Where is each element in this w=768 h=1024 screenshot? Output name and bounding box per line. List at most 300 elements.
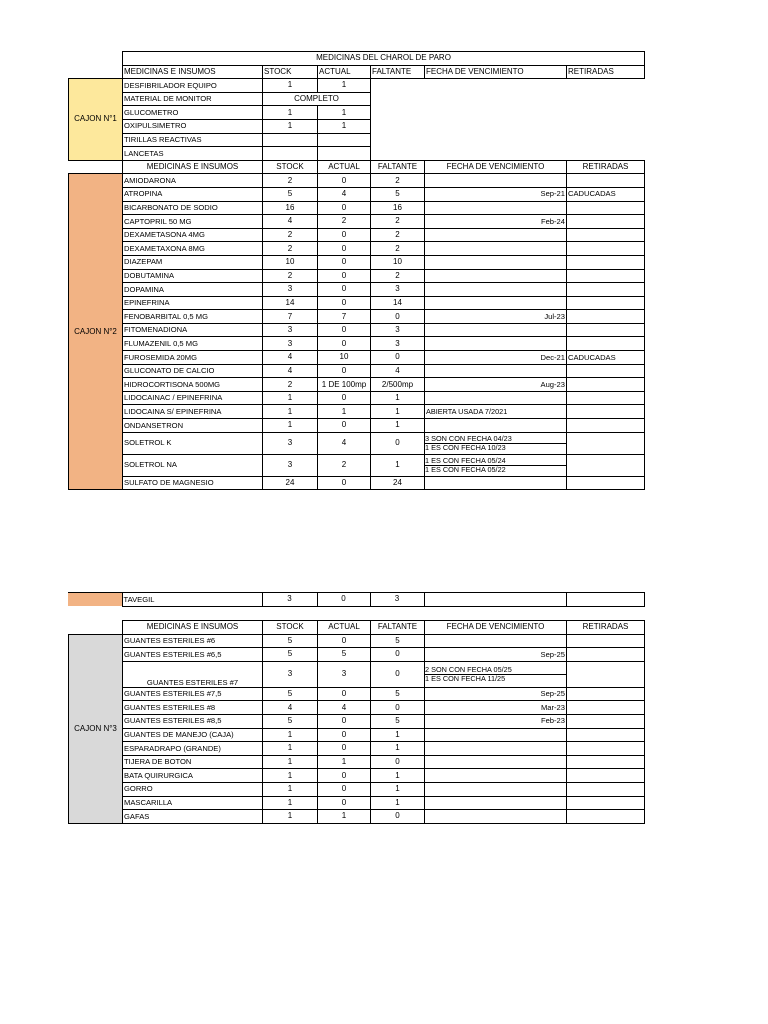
- item-actual: 0: [318, 337, 371, 351]
- item-actual: 4: [318, 187, 371, 201]
- item-expiry: Sep-25: [425, 687, 567, 701]
- item-name: SOLETROL K: [123, 432, 263, 454]
- item-actual: 0: [318, 296, 371, 310]
- item-expiry: [425, 755, 567, 769]
- item-stock: 1: [263, 728, 318, 742]
- inventory-table-drawer-3: [68, 620, 645, 824]
- item-actual: 0: [318, 201, 371, 215]
- item-actual: 0: [318, 634, 371, 648]
- table-row: [69, 782, 645, 796]
- item-stock: 5: [263, 714, 318, 728]
- item-expiry: Aug-23: [425, 378, 567, 392]
- item-name: FENOBARBITAL 0,5 MG: [123, 310, 263, 324]
- item-actual: [318, 133, 371, 147]
- item-faltante: 10: [371, 255, 425, 269]
- table-row: [69, 378, 645, 392]
- item-expiry: Dec-21: [425, 351, 567, 365]
- item-stock: 7: [263, 310, 318, 324]
- item-status: COMPLETO: [263, 92, 371, 106]
- item-name: ATROPINA: [123, 187, 263, 201]
- item-stock: 1: [263, 782, 318, 796]
- item-stock: 4: [263, 215, 318, 229]
- inventory-table-tavegil: [68, 592, 645, 607]
- item-actual: 0: [318, 714, 371, 728]
- item-name: GUANTES ESTERILES #7: [123, 661, 263, 687]
- item-retiradas: [567, 769, 645, 783]
- item-retiradas: [567, 476, 645, 490]
- item-retiradas: [567, 337, 645, 351]
- item-faltante: 4: [371, 364, 425, 378]
- item-actual: [318, 147, 371, 161]
- table-row: [69, 215, 645, 229]
- item-faltante: 0: [371, 310, 425, 324]
- table-row: [69, 728, 645, 742]
- item-name: GUANTES ESTERILES #7,5: [123, 687, 263, 701]
- item-retiradas: [567, 687, 645, 701]
- item-stock: 5: [263, 634, 318, 648]
- item-expiry: ABIERTA USADA 7/2021: [425, 405, 567, 419]
- item-faltante: 1: [371, 796, 425, 810]
- item-stock: 1: [263, 769, 318, 783]
- item-name: GUANTES ESTERILES #8,5: [123, 714, 263, 728]
- item-name: SULFATO DE MAGNESIO: [123, 476, 263, 490]
- item-faltante: 3: [371, 283, 425, 297]
- item-expiry: [425, 769, 567, 783]
- item-actual: 0: [318, 687, 371, 701]
- item-stock: 1: [263, 119, 318, 133]
- table-row: [69, 337, 645, 351]
- table-row: [69, 79, 645, 93]
- item-faltante: 0: [371, 432, 425, 454]
- table-row: [69, 283, 645, 297]
- item-actual: 0: [317, 593, 370, 607]
- item-expiry: [425, 364, 567, 378]
- table-row: [69, 769, 645, 783]
- item-name: FUROSEMIDA 20MG: [123, 351, 263, 365]
- item-name: MASCARILLA: [123, 796, 263, 810]
- item-actual: 1: [318, 106, 371, 120]
- item-stock: 16: [263, 201, 318, 215]
- inventory-table-drawers-1-2: [68, 51, 645, 490]
- table-row: [68, 593, 644, 607]
- expiry-note: 1 ES CON FECHA 05/24: [425, 455, 506, 465]
- item-expiry: [425, 728, 567, 742]
- item-stock: 3: [262, 593, 317, 607]
- item-stock: 1: [263, 810, 318, 824]
- item-retiradas: [567, 174, 645, 188]
- item-expiry: [425, 810, 567, 824]
- table-row: [69, 351, 645, 365]
- item-name: ESPARADRAPO (GRANDE): [123, 742, 263, 756]
- item-expiry: Feb-24: [425, 215, 567, 229]
- sheet-title: MEDICINAS DEL CHAROL DE PARO: [123, 52, 645, 66]
- expiry-note: 3 SON CON FECHA 04/23: [425, 433, 512, 443]
- item-expiry: Jul-23: [425, 310, 567, 324]
- table-row: [69, 432, 645, 454]
- item-retiradas: [567, 364, 645, 378]
- table-row: [69, 106, 645, 120]
- item-name: MATERIAL DE MONITOR: [123, 92, 263, 106]
- item-stock: 2: [263, 269, 318, 283]
- item-expiry: [425, 201, 567, 215]
- item-actual: 0: [318, 391, 371, 405]
- item-expiry: [425, 782, 567, 796]
- item-expiry: [425, 255, 567, 269]
- item-faltante: 0: [371, 755, 425, 769]
- item-faltante: 5: [371, 187, 425, 201]
- expiry-note: 1 ES CON FECHA 10/23: [425, 443, 566, 452]
- item-faltante: 16: [371, 201, 425, 215]
- item-retiradas: [567, 269, 645, 283]
- item-stock: 4: [263, 701, 318, 715]
- item-actual: 0: [318, 742, 371, 756]
- item-stock: 5: [263, 687, 318, 701]
- item-name: BICARBONATO DE SODIO: [123, 201, 263, 215]
- item-actual: 1: [318, 79, 371, 93]
- expiry-note: 1 ES CON FECHA 11/25: [425, 674, 566, 683]
- item-retiradas: [567, 782, 645, 796]
- item-retiradas: [567, 810, 645, 824]
- item-name: TAVEGIL: [122, 593, 262, 607]
- item-faltante: 0: [371, 661, 425, 687]
- item-retiradas: [567, 296, 645, 310]
- item-actual: 1: [318, 755, 371, 769]
- drawer-label-cajon-2: CAJON N°2: [69, 174, 123, 490]
- item-stock: 1: [263, 106, 318, 120]
- item-actual: 1: [318, 810, 371, 824]
- item-retiradas: [567, 255, 645, 269]
- table-row: [69, 687, 645, 701]
- item-expiry: [425, 283, 567, 297]
- item-actual: 0: [318, 782, 371, 796]
- header-faltante: FALTANTE: [371, 65, 425, 79]
- table-row: [69, 419, 645, 433]
- header-faltante: FALTANTE: [371, 160, 425, 174]
- header-retiradas: RETIRADAS: [567, 160, 645, 174]
- item-stock: 2: [263, 378, 318, 392]
- item-retiradas: [567, 310, 645, 324]
- item-actual: 0: [318, 364, 371, 378]
- item-expiry: Feb-23: [425, 714, 567, 728]
- item-stock: 2: [263, 228, 318, 242]
- header-fecha-vencimiento: FECHA DE VENCIMIENTO: [425, 160, 567, 174]
- item-retiradas: [567, 432, 645, 454]
- item-retiradas: [567, 283, 645, 297]
- item-retiradas: CADUCADAS: [567, 187, 645, 201]
- item-name: DOPAMINA: [123, 283, 263, 297]
- item-actual: 10: [318, 351, 371, 365]
- table-row: [69, 714, 645, 728]
- item-actual: 0: [318, 269, 371, 283]
- item-expiry: [425, 228, 567, 242]
- item-name: TIJERA DE BOTON: [123, 755, 263, 769]
- item-retiradas: [567, 391, 645, 405]
- table-row: [69, 391, 645, 405]
- item-actual: 0: [318, 323, 371, 337]
- table-row: [69, 242, 645, 256]
- item-retiradas: CADUCADAS: [567, 351, 645, 365]
- item-faltante: 5: [371, 714, 425, 728]
- item-stock: 10: [263, 255, 318, 269]
- header-stock: STOCK: [263, 160, 318, 174]
- item-retiradas: [567, 634, 645, 648]
- item-actual: 0: [318, 419, 371, 433]
- item-retiradas: [567, 201, 645, 215]
- item-faltante: 0: [371, 351, 425, 365]
- drawer-label-cajon-3: CAJON N°3: [69, 634, 123, 823]
- table-row: [69, 405, 645, 419]
- item-actual: 7: [318, 310, 371, 324]
- item-expiry: [425, 337, 567, 351]
- table-row: [69, 133, 645, 147]
- item-actual: 0: [318, 255, 371, 269]
- item-retiradas: [567, 742, 645, 756]
- item-stock: [263, 133, 318, 147]
- item-stock: 1: [263, 755, 318, 769]
- header-actual: ACTUAL: [318, 65, 371, 79]
- item-faltante: 3: [371, 323, 425, 337]
- item-stock: [263, 147, 318, 161]
- item-expiry: Sep-25: [425, 648, 567, 662]
- item-name: GUANTES ESTERILES #6: [123, 634, 263, 648]
- item-faltante: 1: [371, 782, 425, 796]
- item-faltante: 1: [371, 419, 425, 433]
- item-stock: 5: [263, 648, 318, 662]
- item-name: GORRO: [123, 782, 263, 796]
- item-faltante: 2: [371, 228, 425, 242]
- item-expiry: [425, 269, 567, 283]
- item-actual: 2: [318, 454, 371, 476]
- table-row: [69, 187, 645, 201]
- item-expiry: Mar-23: [425, 701, 567, 715]
- item-name: EPINEFRINA: [123, 296, 263, 310]
- item-actual: 1: [318, 405, 371, 419]
- item-name: BATA QUIRURGICA: [123, 769, 263, 783]
- item-actual: 0: [318, 728, 371, 742]
- item-retiradas: [567, 661, 645, 687]
- header-retiradas: RETIRADAS: [567, 65, 645, 79]
- item-faltante: 3: [371, 337, 425, 351]
- item-stock: 2: [263, 174, 318, 188]
- item-actual: 2: [318, 215, 371, 229]
- item-retiradas: [567, 728, 645, 742]
- item-actual: 5: [318, 648, 371, 662]
- item-name: GAFAS: [123, 810, 263, 824]
- table-row: [69, 634, 645, 648]
- item-name: GUANTES DE MANEJO (CAJA): [123, 728, 263, 742]
- header-retiradas: RETIRADAS: [567, 621, 645, 635]
- item-name: SOLETROL NA: [123, 454, 263, 476]
- item-actual: 0: [318, 283, 371, 297]
- item-stock: 3: [263, 454, 318, 476]
- item-retiradas: [567, 714, 645, 728]
- item-name: GLUCONATO DE CALCIO: [123, 364, 263, 378]
- item-faltante: 1: [371, 769, 425, 783]
- item-faltante: 0: [371, 810, 425, 824]
- table-row: [69, 147, 645, 161]
- table-row: [69, 755, 645, 769]
- item-name: DEXAMETAXONA 8MG: [123, 242, 263, 256]
- item-expiry: [425, 419, 567, 433]
- item-retiradas: [567, 405, 645, 419]
- item-name: FLUMAZENIL 0,5 MG: [123, 337, 263, 351]
- table-row: [69, 92, 645, 106]
- item-expiry: Sep-21: [425, 187, 567, 201]
- table-row: [69, 476, 645, 490]
- table-row: [69, 364, 645, 378]
- item-stock: 1: [263, 742, 318, 756]
- item-name: AMIODARONA: [123, 174, 263, 188]
- item-faltante: 5: [371, 634, 425, 648]
- item-stock: 1: [263, 405, 318, 419]
- item-stock: 24: [263, 476, 318, 490]
- item-name: GUANTES ESTERILES #6,5: [123, 648, 263, 662]
- item-faltante: 1: [371, 742, 425, 756]
- expiry-note: 2 SON CON FECHA 05/25: [425, 664, 512, 674]
- item-retiradas: [567, 796, 645, 810]
- item-expiry: [425, 432, 567, 454]
- item-actual: 1: [318, 119, 371, 133]
- item-expiry: [425, 391, 567, 405]
- item-name: DIAZEPAM: [123, 255, 263, 269]
- table-row: [69, 701, 645, 715]
- table-row: [69, 742, 645, 756]
- item-stock: 2: [263, 242, 318, 256]
- item-stock: 1: [263, 419, 318, 433]
- header-row: [69, 160, 645, 174]
- item-retiradas: [567, 228, 645, 242]
- item-name: HIDROCORTISONA 500MG: [123, 378, 263, 392]
- table-row: [69, 661, 645, 687]
- item-expiry: [424, 593, 566, 607]
- table-row: [69, 296, 645, 310]
- table-row: [69, 255, 645, 269]
- table-row: [69, 454, 645, 476]
- item-faltante: 3: [370, 593, 424, 607]
- table-row: [69, 648, 645, 662]
- item-faltante: 14: [371, 296, 425, 310]
- item-expiry: [425, 454, 567, 476]
- table-row: [69, 201, 645, 215]
- header-fecha-vencimiento: FECHA DE VENCIMIENTO: [425, 621, 567, 635]
- item-expiry: [425, 742, 567, 756]
- item-stock: 1: [263, 796, 318, 810]
- item-retiradas: [567, 323, 645, 337]
- item-actual: 4: [318, 701, 371, 715]
- item-expiry: [425, 296, 567, 310]
- item-stock: 1: [263, 391, 318, 405]
- item-name: ONDANSETRON: [123, 419, 263, 433]
- table-row: [69, 310, 645, 324]
- item-stock: 4: [263, 351, 318, 365]
- item-expiry: [425, 796, 567, 810]
- item-expiry: [425, 661, 567, 687]
- table-row: [69, 174, 645, 188]
- item-faltante: 5: [371, 687, 425, 701]
- item-stock: 3: [263, 432, 318, 454]
- item-actual: 3: [318, 661, 371, 687]
- item-retiradas: [567, 755, 645, 769]
- item-expiry: [425, 476, 567, 490]
- item-actual: 0: [318, 228, 371, 242]
- item-name: FITOMENADIONA: [123, 323, 263, 337]
- item-expiry: [425, 174, 567, 188]
- item-retiradas: [567, 419, 645, 433]
- header-actual: ACTUAL: [318, 160, 371, 174]
- table-row: [69, 323, 645, 337]
- header-fecha-vencimiento: FECHA DE VENCIMIENTO: [425, 65, 567, 79]
- item-faltante: 0: [371, 648, 425, 662]
- item-name: TIRILLAS REACTIVAS: [123, 133, 263, 147]
- item-faltante: 2: [371, 174, 425, 188]
- item-stock: 3: [263, 323, 318, 337]
- item-actual: 0: [318, 242, 371, 256]
- expiry-note: 1 ES CON FECHA 05/22: [425, 465, 566, 474]
- item-expiry: [425, 323, 567, 337]
- item-stock: 4: [263, 364, 318, 378]
- item-retiradas: [567, 648, 645, 662]
- table-row: [69, 796, 645, 810]
- header-actual: ACTUAL: [318, 621, 371, 635]
- item-faltante: 24: [371, 476, 425, 490]
- item-name: LANCETAS: [123, 147, 263, 161]
- item-actual: 0: [318, 476, 371, 490]
- item-faltante: 2: [371, 269, 425, 283]
- item-actual: 1 DE 100mp: [318, 378, 371, 392]
- drawer-label-cajon-1: CAJON N°1: [69, 79, 123, 161]
- item-name: DEXAMETASONA 4MG: [123, 228, 263, 242]
- item-retiradas: [567, 378, 645, 392]
- header-stock: STOCK: [263, 65, 318, 79]
- item-retiradas: [567, 215, 645, 229]
- item-faltante: 1: [371, 405, 425, 419]
- item-name: LIDOCAINAC / EPINEFRINA: [123, 391, 263, 405]
- item-name: GUANTES ESTERILES #8: [123, 701, 263, 715]
- item-expiry: [425, 242, 567, 256]
- table-row: [69, 119, 645, 133]
- item-actual: 0: [318, 796, 371, 810]
- item-faltante: 0: [371, 701, 425, 715]
- item-retiradas: [567, 454, 645, 476]
- item-name: CAPTOPRIL 50 MG: [123, 215, 263, 229]
- table-row: [69, 269, 645, 283]
- header-medicinas: MEDICINAS E INSUMOS: [123, 621, 263, 635]
- item-stock: 1: [263, 79, 318, 93]
- item-stock: 5: [263, 187, 318, 201]
- item-retiradas: [567, 242, 645, 256]
- item-stock: 3: [263, 283, 318, 297]
- item-actual: 0: [318, 769, 371, 783]
- header-stock: STOCK: [263, 621, 318, 635]
- header-medicinas: MEDICINAS E INSUMOS: [123, 160, 263, 174]
- item-stock: 3: [263, 661, 318, 687]
- header-faltante: FALTANTE: [371, 621, 425, 635]
- table-row: [69, 810, 645, 824]
- item-faltante: 2: [371, 242, 425, 256]
- item-faltante: 1: [371, 728, 425, 742]
- item-name: GLUCOMETRO: [123, 106, 263, 120]
- item-faltante: 2: [371, 215, 425, 229]
- item-retiradas: [566, 593, 644, 607]
- header-medicinas: MEDICINAS E INSUMOS: [123, 65, 263, 79]
- drawer-color-swatch: [68, 593, 122, 607]
- item-stock: 14: [263, 296, 318, 310]
- item-retiradas: [567, 701, 645, 715]
- item-actual: 4: [318, 432, 371, 454]
- table-row: [69, 228, 645, 242]
- item-actual: 0: [318, 174, 371, 188]
- item-name: DESFIBRILADOR EQUIPO: [123, 79, 263, 93]
